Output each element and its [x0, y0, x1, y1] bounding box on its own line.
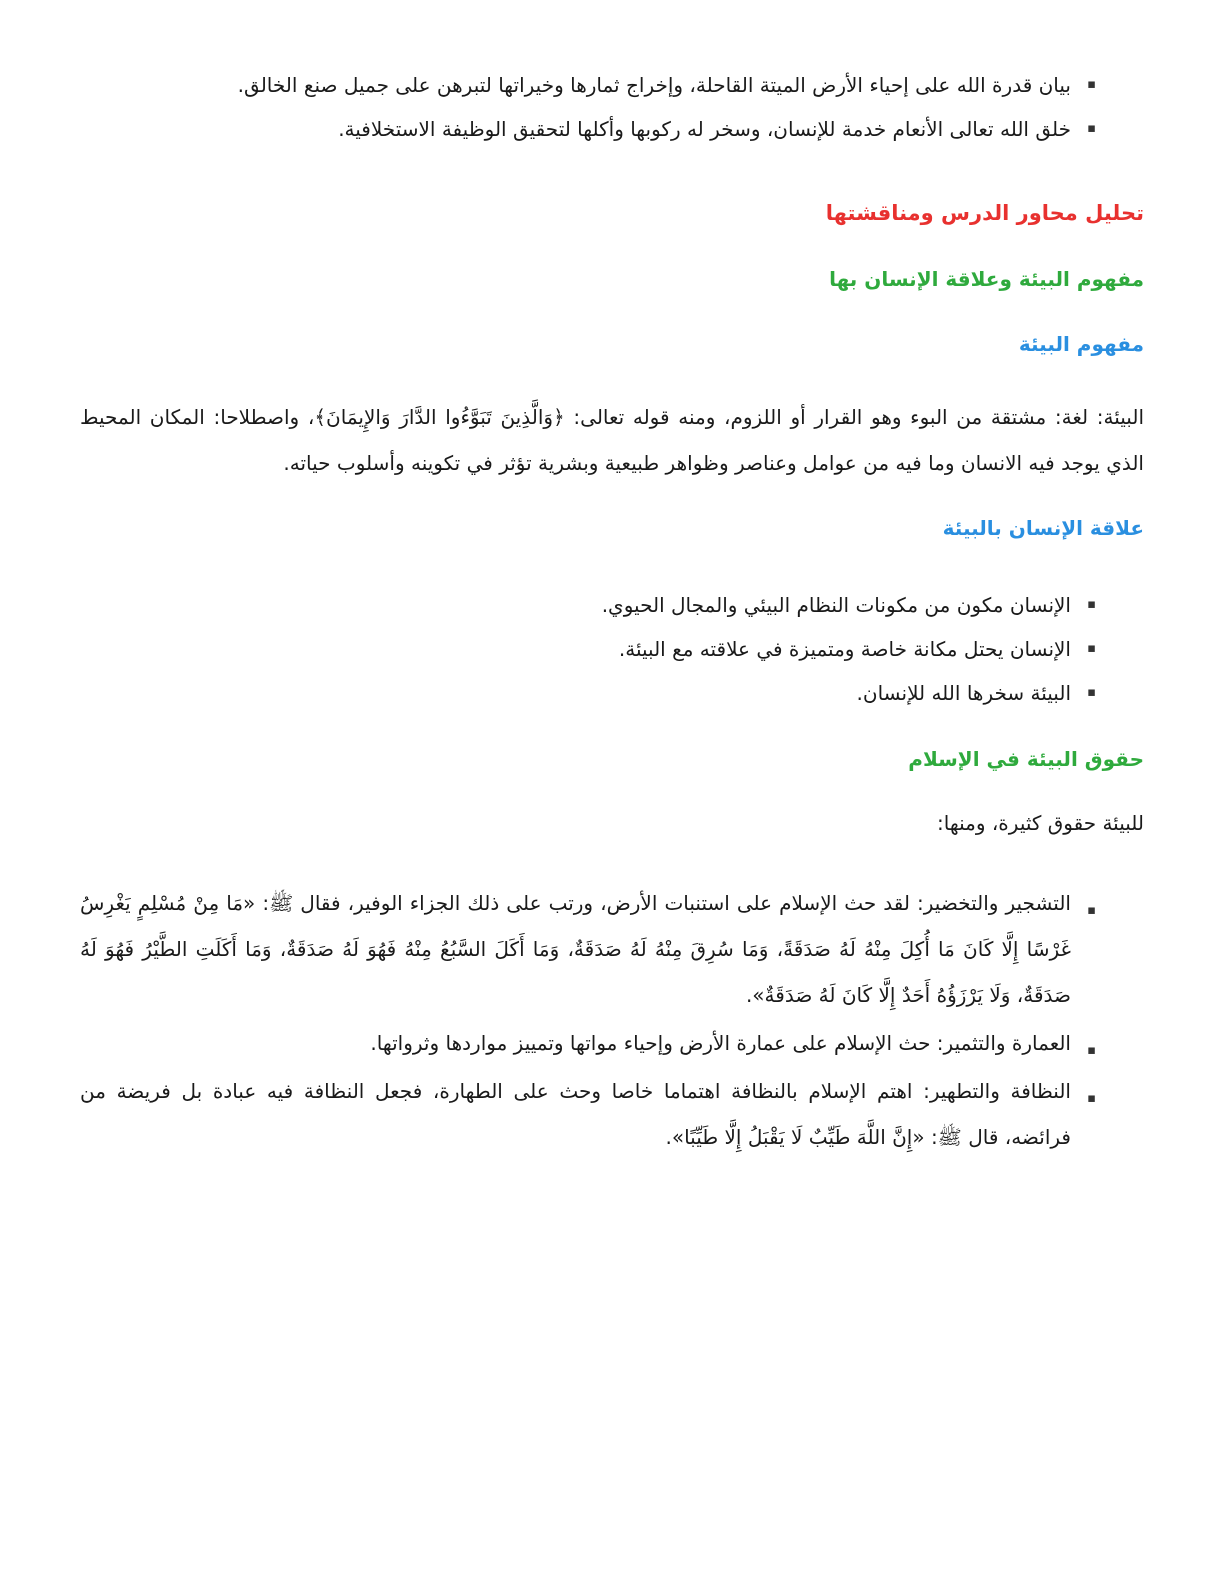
document-page — [80, 70, 1144, 1162]
list-item-text: البيئة سخرها الله للإنسان. — [856, 681, 1071, 705]
bullet-icon: ▪ — [1087, 641, 1096, 656]
section-heading-env-relation: مفهوم البيئة وعلاقة الإنسان بها — [829, 267, 1144, 291]
list-item-text: العمارة والتثمير: حث الإسلام على عمارة الأرض وإحياء مواتها وتمييز مواردها وثرواتها. — [370, 1031, 1071, 1055]
env-definition-paragraph: البيئة: لغة: مشتقة من البوء وهو القرار أو اللزوم، ومنه قوله تعالى: ﴿وَالَّذِينَ تَبَوَّءُوا الدَّارَ وَالإِيمَانَ﴾، واصطلاحا: المكان المحيط الذي يوجد فيه الانسان وما فيه من عوامل وعناصر وظواهر طبيعية وبشرية تؤثر في تكوينه وأسلوب حياته. — [80, 405, 1144, 475]
list-item — [80, 678, 1144, 708]
top-bullet-list — [80, 70, 1144, 144]
list-item-text: خلق الله تعالى الأنعام خدمة للإنسان، وسخر له ركوبها وأكلها لتحقيق الوظيفة الاستخلافية. — [338, 117, 1071, 141]
list-item — [80, 1020, 1144, 1066]
section-heading-rights: حقوق البيئة في الإسلام — [908, 747, 1144, 771]
list-item — [80, 634, 1144, 664]
list-item — [80, 1068, 1144, 1160]
list-item-text: الإنسان مكون من مكونات النظام البيئي والمجال الحيوي. — [601, 593, 1071, 617]
bullet-icon: ▪ — [1087, 1043, 1096, 1058]
subheading-env-concept: مفهوم البيئة — [1018, 332, 1144, 356]
list-item — [80, 114, 1144, 144]
section-heading-analysis: تحليل محاور الدرس ومناقشتها — [825, 201, 1144, 225]
list-item-text: بيان قدرة الله على إحياء الأرض الميتة القاحلة، وإخراج ثمارها وخيراتها لتبرهن على جميل صنع الخالق. — [237, 73, 1071, 97]
bullet-icon: ▪ — [1087, 903, 1096, 918]
relation-bullet-list — [80, 590, 1144, 708]
rights-intro: للبيئة حقوق كثيرة، ومنها: — [937, 811, 1144, 835]
bullet-icon: ▪ — [1087, 685, 1096, 700]
list-item — [80, 590, 1144, 620]
rights-bullet-list — [80, 880, 1144, 1160]
list-item — [80, 70, 1144, 100]
list-item-text: النظافة والتطهير: اهتم الإسلام بالنظافة اهتماما خاصا وحث على الطهارة، فجعل النظافة فيه عبادة بل فريضة من فرائضه، قال ﷺ: «إِنَّ اللَّهَ طَيِّبٌ لَا يَقْبَلُ إِلَّا طَيِّبًا». — [80, 1079, 1071, 1149]
list-item — [80, 880, 1144, 1018]
bullet-icon: ▪ — [1087, 1091, 1096, 1106]
bullet-icon: ▪ — [1087, 77, 1096, 92]
bullet-icon: ▪ — [1087, 597, 1096, 612]
list-item-text: التشجير والتخضير: لقد حث الإسلام على استنبات الأرض، ورتب على ذلك الجزاء الوفير، فقال ﷺ: «مَا مِنْ مُسْلِمٍ يَغْرِسُ غَرْسًا إِلَّا كَانَ مَا أُكِلَ مِنْهُ لَهُ صَدَقَةً، وَمَا سُرِقَ مِنْهُ لَهُ صَدَقَةٌ، وَمَا أَكَلَ السَّبُعُ مِنْهُ فَهُوَ لَهُ صَدَقَةٌ، وَمَا أَكَلَتِ الطَّيْرُ فَهُوَ لَهُ صَدَقَةٌ، وَلَا يَرْزَؤُهُ أَحَدٌ إِلَّا كَانَ لَهُ صَدَقَةٌ». — [80, 891, 1071, 1007]
bullet-icon: ▪ — [1087, 121, 1096, 136]
list-item-text: الإنسان يحتل مكانة خاصة ومتميزة في علاقته مع البيئة. — [618, 637, 1071, 661]
subheading-relation: علاقة الإنسان بالبيئة — [942, 516, 1144, 540]
